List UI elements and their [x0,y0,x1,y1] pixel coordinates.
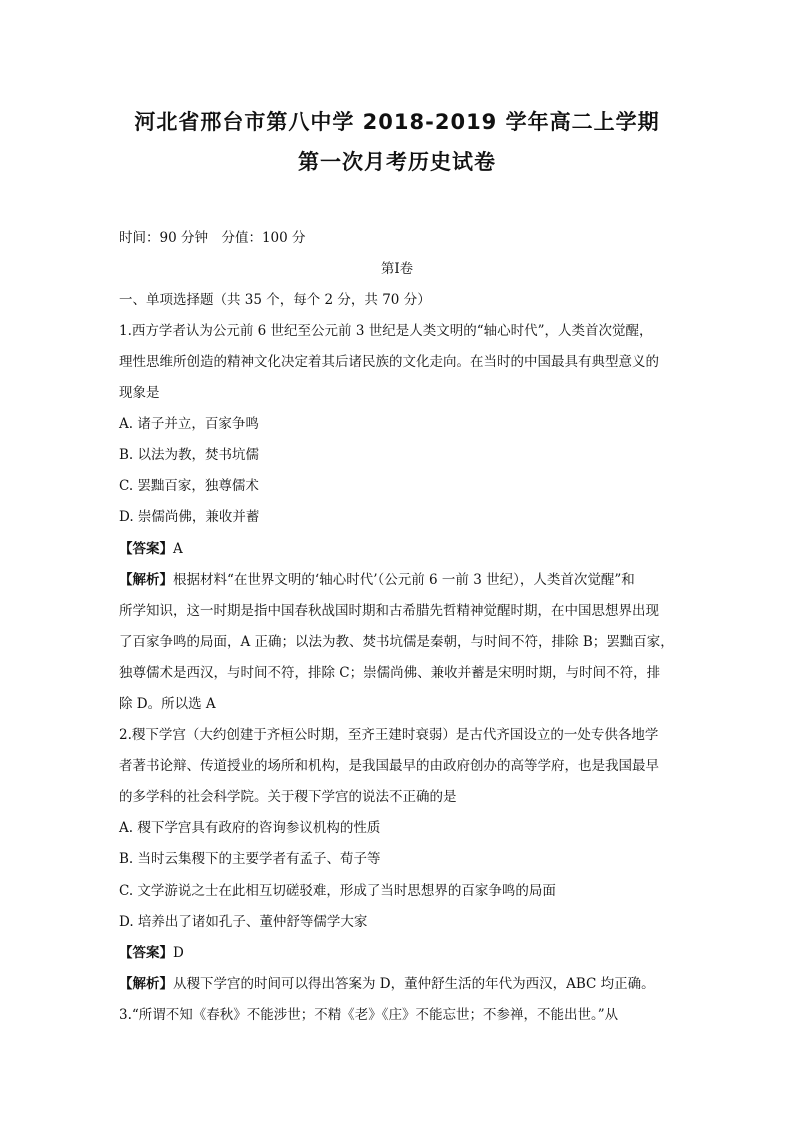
q1-option-a: A. 诸子并立，百家争鸣 [119,416,259,432]
q1-analysis-line3: 了百家争鸣的局面，A 正确；以法为教、焚书坑儒是秦朝，与时间不符，排除 B；罢黜百家， [119,634,674,650]
q2-option-b: B. 当时云集稷下的主要学者有孟子、荀子等 [119,851,381,867]
q2-option-d: D. 培养出了诸如孔子、董仲舒等儒学大家 [119,914,368,930]
q1-answer [119,539,679,559]
q1-stem-line1: 1.西方学者认为公元前 6 世纪至公元前 3 世纪是人类文明的“轴心时代”，人类首次觉醒， [119,323,653,339]
q2-analysis-label: 【解析】 [119,976,173,992]
q1-analysis-text1: 根据材料“在世界文明的‘轴心时代’（公元前 6 一前 3 世纪），人类首次觉醒”和 [173,572,635,588]
document-title-line1: 河北省邢台市第八中学 2018-2019 学年高二上学期 [134,110,660,134]
document-title-line2: 第一次月考历史试卷 [298,150,496,174]
q1-option-c: C. 罢黜百家，独尊儒术 [119,478,259,494]
q1-option-d: D. 崇儒尚佛，兼收并蓄 [119,509,260,525]
q2-option-c: C. 文学游说之士在此相互切磋驳难，形成了当时思想界的百家争鸣的局面 [119,883,556,899]
q2-stem-line3: 的多学科的社会科学院。关于稷下学宫的说法不正确的是 [119,789,457,805]
q1-analysis-line2: 所学知识，这一时期是指中国春秋战国时期和古希腊先哲精神觉醒时期，在中国思想界出现 [119,603,659,619]
volume-heading: 第Ⅰ卷 [380,261,414,277]
q1-answer-label: 【答案】 [119,541,173,557]
q1-analysis-label: 【解析】 [119,572,173,588]
q2-answer-label: 【答案】 [119,945,173,961]
q2-analysis-text1: 从稷下学宫的时间可以得出答案为 D，董仲舒生活的年代为西汉，ABC 均正确。 [173,976,655,992]
q2-option-a: A. 稷下学宫具有政府的咨询参议机构的性质 [119,820,381,836]
q1-stem-line3: 现象是 [119,385,160,401]
q2-stem-line1: 2.稷下学宫（大约创建于齐桓公时期，至齐王建时衰弱）是古代齐国设立的一处专供各地学 [119,727,659,743]
q1-analysis-line5: 除 D。所以选 A [119,696,216,712]
section-heading: 一、单项选择题（共 35 个，每个 2 分，共 70 分） [119,292,431,308]
q2-stem-line2: 者著书论辩、传道授业的场所和机构，是我国最早的由政府创办的高等学府，也是我国最早 [119,758,659,774]
exam-time-score: 时间：90 分钟 分值：100 分 [119,230,306,246]
q2-answer [119,943,679,963]
q1-analysis-line1 [119,570,679,590]
q2-answer-value: D [173,945,184,961]
q1-stem-line2: 理性思维所创造的精神文化决定着其后诸民族的文化走向。在当时的中国最具有典型意义的 [119,354,659,370]
q1-option-b: B. 以法为教，焚书坑儒 [119,447,260,463]
q1-analysis-line4: 独尊儒术是西汉，与时间不符，排除 C；崇儒尚佛、兼收并蓄是宋明时期，与时间不符，排 [119,665,661,681]
q1-answer-value: A [173,541,183,557]
q2-analysis-line1 [119,974,679,994]
q3-stem-line1: 3.“所谓不知《春秋》不能涉世；不精《老》《庄》不能忘世；不参禅，不能出世。”从 [119,1007,619,1023]
